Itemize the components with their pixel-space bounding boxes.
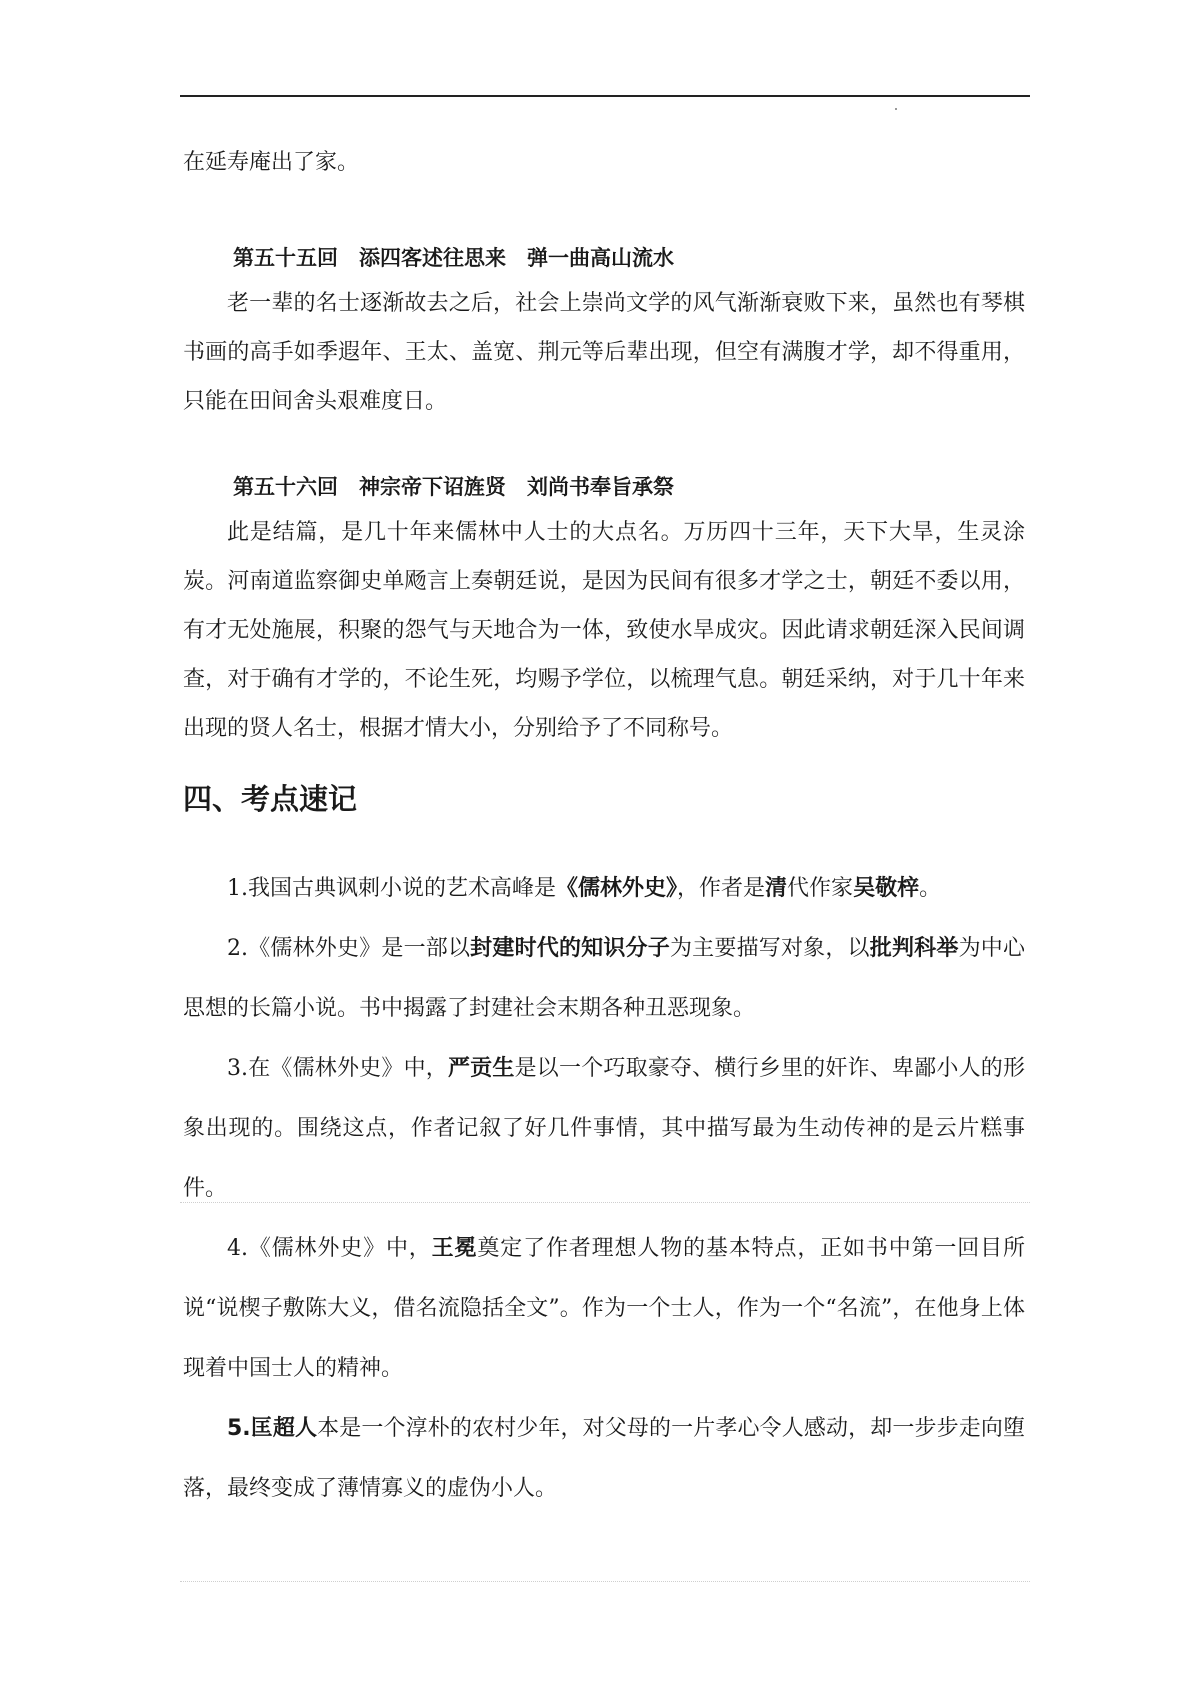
chapter-55-body: 老一辈的名士逐渐故去之后，社会上崇尚文学的风气渐渐衰败下来，虽然也有琴棋书画的高手如季遐年、王太、盖宽、荆元等后辈出现，但空有满腹才学，却不得重用，只能在田间舍头艰难度日。 [183, 291, 1025, 414]
point-2-bold-1: 封建时代的知识分子 [470, 936, 670, 961]
point-3-text-a: 3.在《儒林外史》中， [227, 1056, 448, 1081]
point-1-text-c: ，作者是 [677, 876, 766, 901]
point-1-text-a: 1.我国古典讽刺小说的艺术高峰是 [227, 876, 556, 901]
point-4-bold-1: 王冕 [431, 1236, 478, 1261]
point-3-bold-1: 严贡生 [447, 1056, 515, 1081]
point-2-text-c: 为主要描写对象，以 [669, 936, 870, 961]
point-2-text-d: 为中心思想的长篇小说。书中揭露了封建社会末期各种丑恶现象。 [183, 936, 1025, 1021]
point-3-text-c: 是以一个巧取豪夺、横行乡里的奸诈、卑鄙小人的形象出现的。围绕这点，作者记叙了好几件事情，其中描写最为生动传神的是云片糕事件。 [183, 1056, 1025, 1201]
dotted-divider [180, 1202, 1030, 1203]
point-1-bold-2: 清 [765, 876, 788, 901]
point-1-bold-1: 《儒林外史》 [556, 876, 678, 901]
section-4-title: 四、考点速记 [183, 782, 358, 816]
header-rule [180, 95, 1030, 97]
intro-tail: 在延寿庵出了家。 [183, 150, 360, 175]
point-3 [183, 1039, 1025, 1219]
point-1-bold-3: 吴敬梓 [853, 876, 920, 901]
page-content [183, 138, 1025, 1519]
point-4 [183, 1219, 1025, 1399]
dotted-divider [180, 1581, 1030, 1582]
point-2-text-a: 2.《儒林外史》是一部以 [227, 936, 471, 961]
point-4-text-c: 奠定了作者理想人物的基本特点，正如书中第一回目所说“说楔子敷陈大义，借名流隐括全文”。作为一个士人，作为一个“名流”，在他身上体现着中国士人的精神。 [183, 1236, 1025, 1381]
point-1-text-e: 。 [919, 876, 942, 901]
point-4-text-a: 4.《儒林外史》中， [227, 1236, 432, 1261]
chapter-56-title: 第五十六回 神宗帝下诏旌贤 刘尚书奉旨承祭 [233, 475, 674, 499]
point-2 [183, 919, 1025, 1039]
point-5-text-c: 本是一个淳朴的农村少年，对父母的一片孝心令人感动，却一步步走向堕落，最终变成了薄情寡义的虚伪小人。 [183, 1416, 1025, 1501]
scan-dot [895, 108, 897, 110]
chapter-56-body: 此是结篇，是几十年来儒林中人士的大点名。万历四十三年，天下大旱，生灵涂炭。河南道监察御史单飏言上奏朝廷说，是因为民间有很多才学之士，朝廷不委以用，有才无处施展，积聚的怨气与天地合为一体，致使水旱成灾。因此请求朝廷深入民间调查，对于确有才学的，不论生死，均赐予学位，以梳理气息。朝廷采纳，对于几十年来出现的贤人名士，根据才情大小，分别给予了不同称号。 [183, 520, 1025, 741]
point-1 [183, 859, 1025, 919]
point-1-text-d: 代作家 [787, 876, 854, 901]
point-2-bold-2: 批判科举 [869, 936, 959, 961]
chapter-55-title: 第五十五回 添四客述往思来 弹一曲高山流水 [233, 246, 674, 270]
point-5 [183, 1399, 1025, 1519]
point-5-bold-1: 5.匡超人 [227, 1416, 318, 1441]
